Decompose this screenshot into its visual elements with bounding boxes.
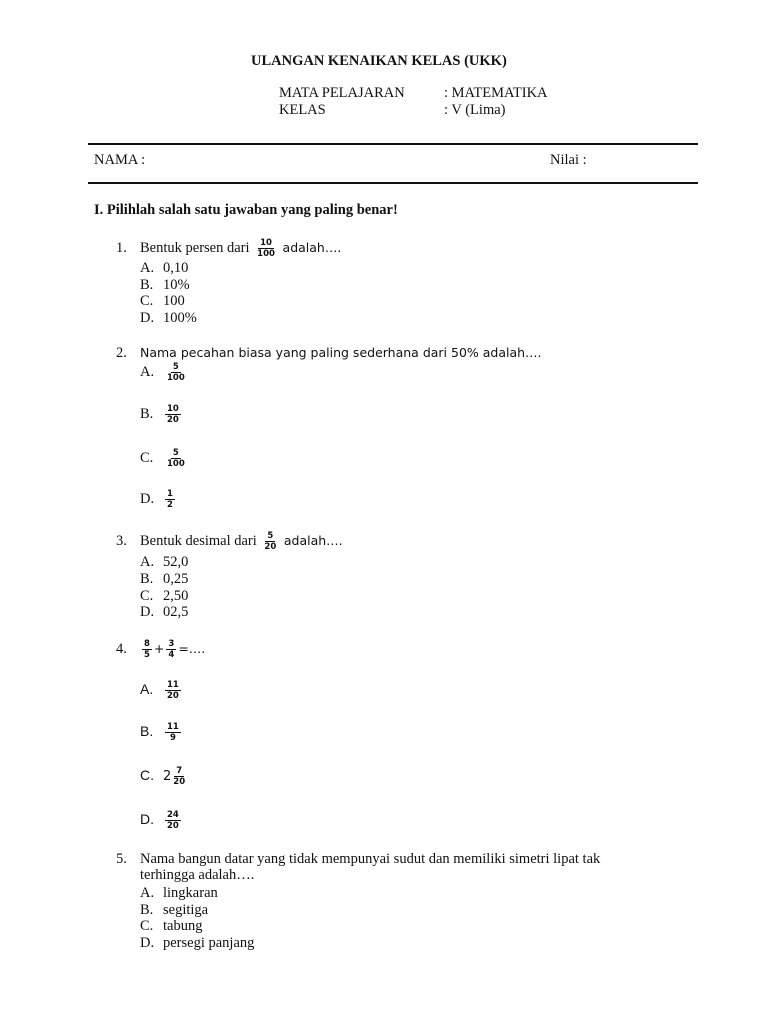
- class-label: KELAS: [279, 102, 326, 118]
- question-text-tail: adalah….: [283, 532, 343, 548]
- option-b[interactable]: B. 10%: [140, 277, 190, 293]
- instruction: I. Pilihlah salah satu jawaban yang paling benar!: [94, 202, 398, 218]
- question-5: [116, 851, 600, 868]
- option-b[interactable]: B. segitiga: [140, 902, 209, 918]
- question-text: Nama pecahan biasa yang paling sederhana dari 50% adalah….: [140, 345, 542, 360]
- option-a[interactable]: A. $\frac{5}{100}$: [140, 362, 185, 383]
- option-d[interactable]: D. persegi panjang: [140, 935, 255, 951]
- question-number: 4.: [116, 640, 127, 657]
- question-3: [116, 531, 343, 552]
- subject-value: : MATEMATIKA: [444, 85, 548, 101]
- option-c[interactable]: C. tabung: [140, 918, 203, 934]
- question-4: 4. $\frac{8}{5}$ + $\frac{3}{4}$ =….: [116, 639, 206, 660]
- question-number: 5.: [116, 851, 127, 867]
- question-2: [116, 345, 542, 362]
- question-text-cont: terhingga adalah….: [140, 867, 255, 883]
- score-label: Nilai :: [550, 152, 587, 168]
- option-c[interactable]: C. 2 $\frac{7}{20}$: [140, 766, 186, 787]
- option-c[interactable]: C. 2,50: [140, 588, 189, 604]
- option-b[interactable]: B. $\frac{11}{9}$: [140, 722, 179, 743]
- question-1: [116, 238, 341, 259]
- option-d[interactable]: D. $\frac{1}{2}$: [140, 489, 173, 510]
- question-number: 3.: [116, 532, 127, 549]
- option-d[interactable]: D. 02,5: [140, 604, 189, 620]
- option-a[interactable]: A. 0,10: [140, 260, 189, 276]
- option-c[interactable]: C. $\frac{5}{100}$: [140, 448, 185, 469]
- subject-label: MATA PELAJARAN: [279, 85, 405, 101]
- fraction: $\frac{5}{20}$: [264, 531, 277, 552]
- option-a[interactable]: A. lingkaran: [140, 885, 218, 901]
- option-d[interactable]: D. 100%: [140, 310, 197, 326]
- option-b[interactable]: B. 0,25: [140, 571, 189, 587]
- bottom-divider: [88, 182, 698, 184]
- class-value: : V (Lima): [444, 102, 506, 118]
- option-a[interactable]: A. $\frac{11}{20}$: [140, 680, 179, 701]
- question-text: Bentuk desimal dari: [140, 532, 257, 549]
- question-text-tail: adalah….: [282, 239, 342, 255]
- question-text: Nama bangun datar yang tidak mempunyai sudut dan memiliki simetri lipat tak: [140, 851, 601, 867]
- question-text: Bentuk persen dari: [140, 239, 250, 256]
- option-c[interactable]: C. 100: [140, 293, 185, 309]
- question-number: 1.: [116, 239, 127, 256]
- name-label: NAMA :: [94, 152, 146, 168]
- option-d[interactable]: D. $\frac{24}{20}$: [140, 810, 179, 831]
- option-a[interactable]: A. 52,0: [140, 554, 189, 570]
- page-title: ULANGAN KENAIKAN KELAS (UKK): [251, 53, 507, 69]
- question-number: 2.: [116, 345, 127, 361]
- option-b[interactable]: B. $\frac{10}{20}$: [140, 404, 179, 425]
- top-divider: [88, 143, 698, 145]
- fraction: $\frac{10}{100}$: [257, 238, 275, 259]
